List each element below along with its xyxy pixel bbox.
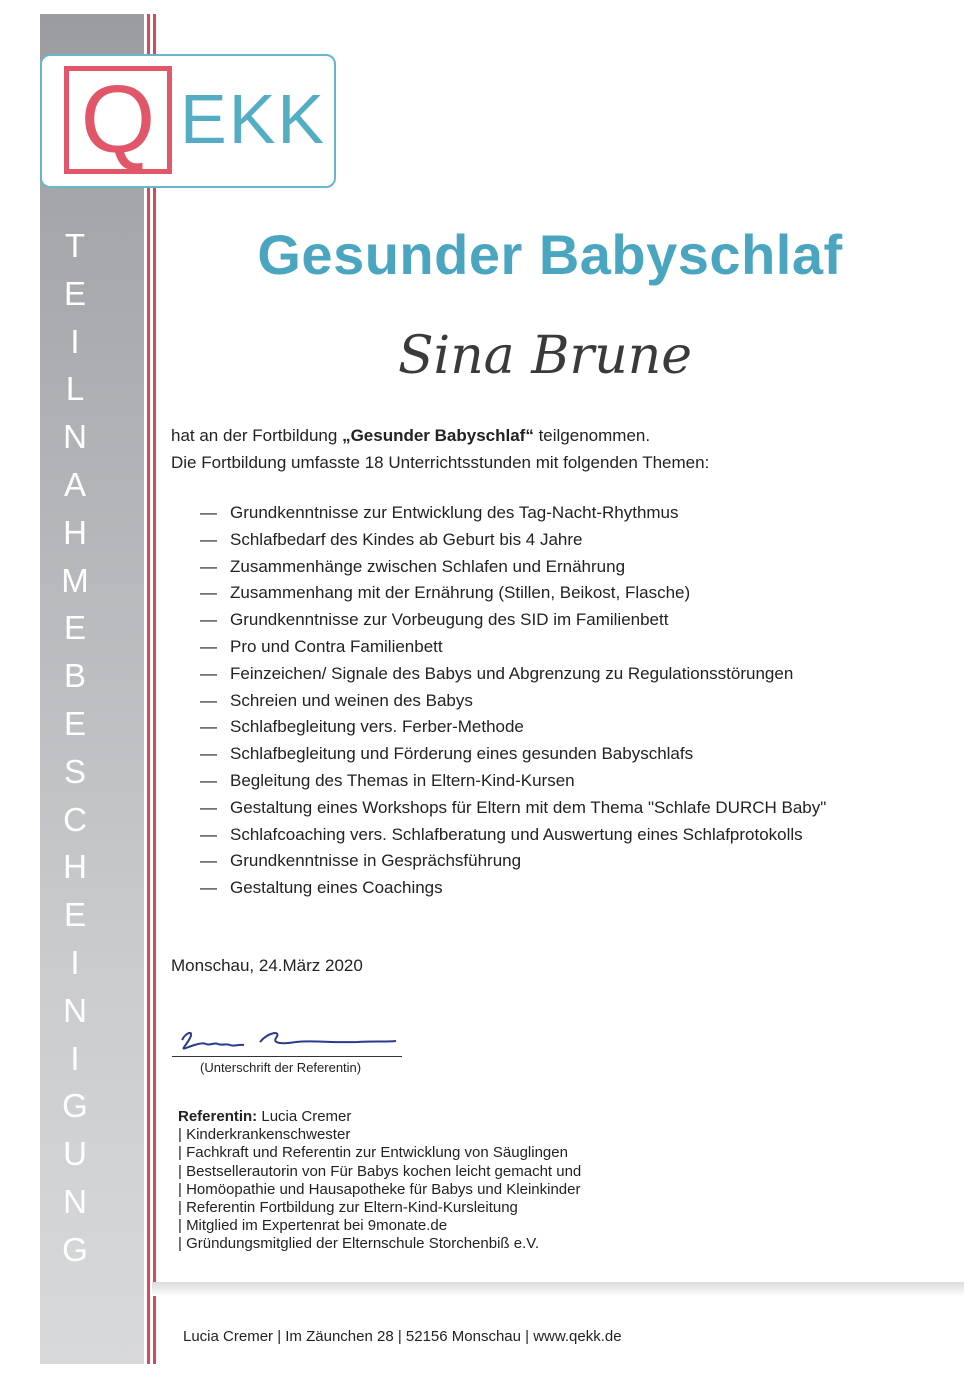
vertical-title-letter: N bbox=[63, 1182, 87, 1220]
topic-text: Pro und Contra Familienbett bbox=[230, 636, 443, 656]
topic-list bbox=[200, 500, 826, 902]
bullet-dash: — bbox=[200, 770, 217, 790]
vertical-title-letter: E bbox=[63, 274, 86, 312]
topic-text: Zusammenhänge zwischen Schlafen und Ernährung bbox=[230, 556, 626, 576]
bio-line: | Fachkraft und Referentin zur Entwicklung von Säuglingen bbox=[178, 1144, 568, 1162]
bullet-dash: — bbox=[200, 878, 217, 898]
red-stripe bbox=[153, 14, 156, 1364]
topic-item bbox=[200, 580, 826, 607]
vertical-title-letter: A bbox=[63, 465, 86, 503]
topic-text: Schlafbedarf des Kindes ab Geburt bis 4 Jahre bbox=[230, 529, 583, 549]
topic-item bbox=[200, 875, 826, 902]
vertical-title bbox=[40, 222, 110, 1274]
bullet-dash: — bbox=[200, 610, 217, 630]
vertical-title-letter: U bbox=[63, 1135, 87, 1173]
bullet-dash: — bbox=[200, 797, 217, 817]
bullet-dash: — bbox=[200, 529, 217, 549]
bio-lines bbox=[178, 1126, 581, 1253]
bio-line: | Homöopathie und Hausapotheke für Babys und Kleinkinder bbox=[178, 1180, 581, 1198]
bullet-dash: — bbox=[200, 824, 217, 844]
vertical-title-letter: S bbox=[63, 752, 86, 790]
vertical-title-letter: M bbox=[61, 561, 89, 599]
topic-item bbox=[200, 554, 826, 581]
logo-text: EKK bbox=[180, 80, 327, 158]
topic-item bbox=[200, 741, 826, 768]
bullet-dash: — bbox=[200, 744, 217, 764]
topic-item bbox=[200, 795, 826, 822]
topic-text: Schlafbegleitung vers. Ferber-Methode bbox=[230, 717, 524, 737]
topic-text: Schlafbegleitung und Förderung eines gesunden Babyschlafs bbox=[230, 744, 694, 764]
topic-text: Schlafcoaching vers. Schlafberatung und Auswertung eines Schlafprotokolls bbox=[230, 824, 803, 844]
bullet-dash: — bbox=[200, 556, 217, 576]
signature-caption: (Unterschrift der Referentin) bbox=[200, 1060, 362, 1075]
intro-line-2: Die Fortbildung umfasste 18 Unterrichtsstunden mit folgenden Themen: bbox=[171, 453, 710, 472]
topic-item bbox=[200, 607, 826, 634]
place-date: Monschau, 24.März 2020 bbox=[171, 956, 363, 975]
topic-text: Feinzeichen/ Signale des Babys und Abgrenzung zu Regulationsstörungen bbox=[230, 663, 794, 683]
vertical-title-letter: H bbox=[63, 513, 87, 551]
vertical-title-letter: G bbox=[62, 1230, 88, 1268]
footer-address: Lucia Cremer | Im Zäunchen 28 | 52156 Monschau | www.qekk.de bbox=[183, 1328, 622, 1345]
intro-line-1 bbox=[171, 422, 709, 449]
bullet-dash: — bbox=[200, 851, 217, 871]
bullet-dash: — bbox=[200, 717, 217, 737]
vertical-title-letter: B bbox=[63, 657, 86, 695]
signature-line bbox=[172, 1056, 402, 1057]
topic-item bbox=[200, 500, 826, 527]
vertical-title-letter: E bbox=[63, 896, 86, 934]
vertical-title-letter: T bbox=[64, 227, 86, 264]
intro-post: teilgenommen. bbox=[533, 426, 651, 445]
bio-line: | Gründungsmitglied der Elternschule Storchenbiß e.V. bbox=[178, 1235, 540, 1253]
topic-text: Begleitung des Themas in Eltern-Kind-Kursen bbox=[230, 770, 575, 790]
bio-name: Lucia Cremer bbox=[261, 1108, 352, 1125]
bio-line: | Referentin Fortbildung zur Eltern-Kind-Kursleitung bbox=[178, 1199, 518, 1217]
topic-text: Grundkenntnisse in Gesprächsführung bbox=[230, 851, 522, 871]
topic-text: Gestaltung eines Coachings bbox=[230, 878, 443, 898]
topic-text: Grundkenntnisse zur Vorbeugung des SID im Familienbett bbox=[230, 610, 669, 630]
topic-item bbox=[200, 714, 826, 741]
vertical-title-letter: E bbox=[63, 704, 86, 742]
vertical-title-letter: I bbox=[70, 322, 80, 360]
topic-item bbox=[200, 848, 826, 875]
topic-text: Schreien und weinen des Babys bbox=[230, 690, 473, 710]
footer-divider bbox=[152, 1282, 964, 1296]
vertical-title-letter: I bbox=[70, 943, 80, 981]
referent-bio bbox=[178, 1108, 581, 1254]
topic-item bbox=[200, 688, 826, 715]
red-stripe bbox=[147, 14, 150, 1364]
vertical-title-letter: H bbox=[63, 848, 87, 886]
logo-letter: Q bbox=[64, 66, 172, 174]
topic-text: Zusammenhang mit der Ernährung (Stillen, Beikost, Flasche) bbox=[230, 583, 691, 603]
topic-item bbox=[200, 768, 826, 795]
vertical-title-letter: N bbox=[63, 418, 87, 456]
vertical-title-letter: G bbox=[62, 1087, 88, 1125]
vertical-title-letter: L bbox=[65, 370, 85, 408]
topic-item bbox=[200, 661, 826, 688]
bullet-dash: — bbox=[200, 663, 217, 683]
vertical-title-letter: E bbox=[63, 609, 86, 647]
topic-item bbox=[200, 527, 826, 554]
vertical-title-letter: C bbox=[63, 800, 87, 838]
signature-image bbox=[172, 1018, 404, 1058]
bullet-dash: — bbox=[200, 690, 217, 710]
bio-heading bbox=[178, 1108, 581, 1126]
bullet-dash: — bbox=[200, 503, 217, 522]
vertical-title-letter: N bbox=[63, 991, 87, 1029]
intro-text bbox=[171, 422, 709, 476]
bio-label: Referentin: bbox=[178, 1108, 258, 1125]
bio-line: | Bestsellerautorin von Für Babys kochen leicht gemacht und bbox=[178, 1162, 582, 1180]
recipient-name: Sina Brune bbox=[397, 326, 693, 386]
vertical-title-letter: I bbox=[70, 1039, 80, 1077]
bullet-dash: — bbox=[200, 583, 217, 603]
bio-line: | Kinderkrankenschwester bbox=[178, 1126, 351, 1144]
topic-text: Grundkenntnisse zur Entwicklung des Tag-Nacht-Rhythmus bbox=[230, 503, 679, 522]
page-title: Gesunder Babyschlaf bbox=[257, 223, 843, 286]
bullet-dash: — bbox=[200, 636, 217, 656]
topic-item bbox=[200, 634, 826, 661]
topic-item bbox=[200, 822, 826, 849]
topic-text: Gestaltung eines Workshops für Eltern mit dem Thema "Schlafe DURCH Baby" bbox=[230, 797, 827, 817]
bio-line: | Mitglied im Expertenrat bei 9monate.de bbox=[178, 1217, 448, 1235]
qekk-logo bbox=[40, 54, 336, 188]
course-name: „Gesunder Babyschlaf“ bbox=[342, 426, 534, 445]
intro-pre: hat an der Fortbildung bbox=[171, 426, 343, 445]
